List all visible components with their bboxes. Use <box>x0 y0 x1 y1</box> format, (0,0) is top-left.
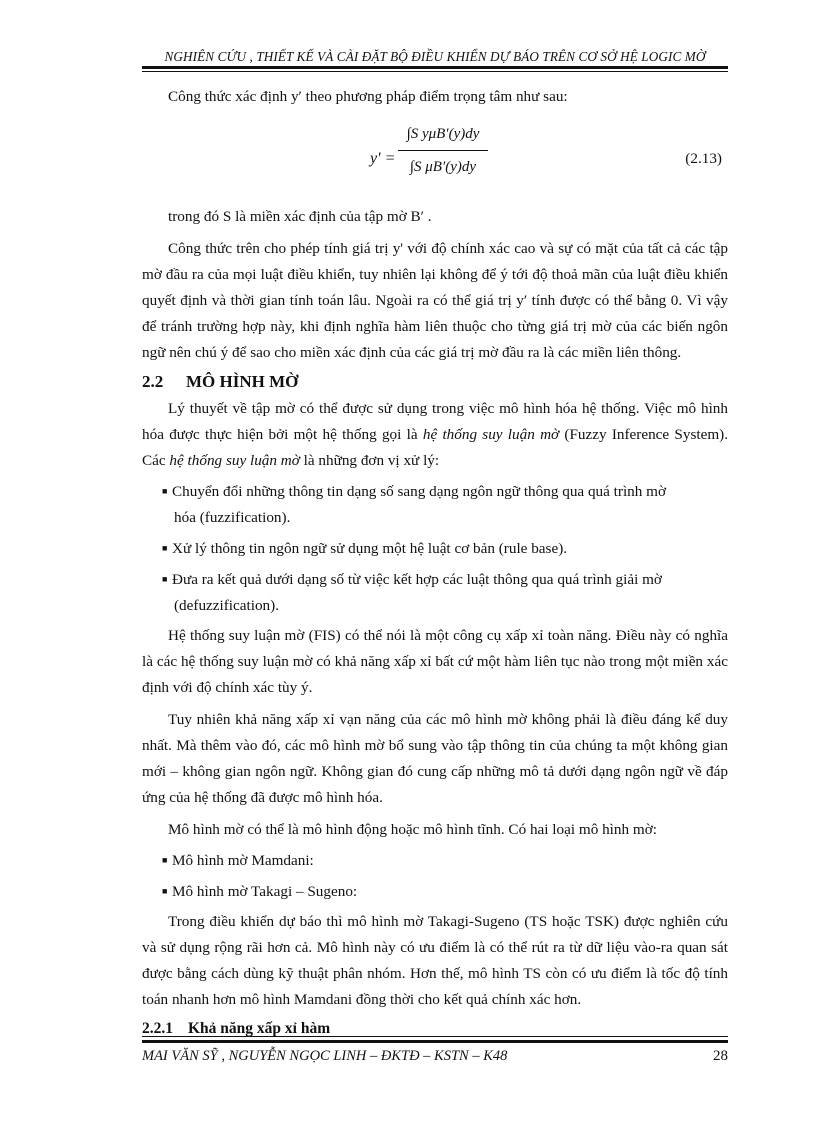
page-header: NGHIÊN CỨU , THIẾT KẾ VÀ CÀI ĐẶT BỘ ĐIỀU KHIỂN DỰ BÁO TRÊN CƠ SỞ HỆ LOGIC MỜ <box>164 49 706 64</box>
paragraph-4: Tuy nhiên khả năng xấp xỉ vạn năng của các mô hình mờ không phải là điều đáng kể duy nhất. Mà thêm vào đó, các mô hình mờ bổ sung vào tập thông tin của chúng ta một không gian mới – không gian ngôn ngữ. Không gian đó cung cấp những mô tả dưới dạng ngôn ngữ về đáp ứng của hệ thống đã được mô hình hóa. <box>142 711 728 806</box>
bullet-item: ■ Đưa ra kết quả dưới dạng số từ việc kết hợp các luật thông qua quá trình giải mờ (defuzzification). <box>162 566 728 619</box>
section-title: MÔ HÌNH MỜ <box>186 372 299 391</box>
bullet-item: ■ Mô hình mờ Takagi – Sugeno: <box>162 878 728 905</box>
paragraph-3: Hệ thống suy luận mờ (FIS) có thể nói là một công cụ xấp xỉ toàn năng. Điều này có nghĩa là các hệ thống suy luận mờ có khả năng xấp xỉ bất cứ một hàm liên tục nào trong một miền xác định với độ chính xác tùy ý. <box>142 627 728 696</box>
where-paragraph: trong đó S là miền xác định của tập mờ B′ . <box>168 208 432 225</box>
formula-number: (2.13) <box>685 150 722 167</box>
bullet-item: ■ Chuyển đổi những thông tin dạng số sang dạng ngôn ngữ thông qua quá trình mờ hóa (fuzzification). <box>162 478 728 531</box>
formula-fraction <box>398 120 488 181</box>
bullet-square-icon: ■ <box>162 886 168 896</box>
subsection-heading <box>142 1015 728 1043</box>
bullet-item: ■ Xử lý thông tin ngôn ngữ sử dụng một hệ luật cơ bản (rule base). <box>162 535 728 562</box>
page-number: 28 <box>713 1048 728 1064</box>
section-heading <box>142 368 728 396</box>
bullet-item: ■ Mô hình mờ Mamdani: <box>162 847 728 874</box>
header-rule-thin <box>142 71 728 72</box>
section-number: 2.2 <box>142 372 164 391</box>
bullet-square-icon: ■ <box>162 543 168 553</box>
fis-term: hệ thống suy luận mờ <box>422 426 560 443</box>
intro-paragraph: Công thức xác định y′ theo phương pháp điểm trọng tâm như sau: <box>168 88 568 105</box>
paragraph-2: Lý thuyết về tập mờ có thể được sử dụng trong việc mô hình hóa hệ thống. Việc mô hình hóa được thực hiện bởi một hệ thống gọi là hệ thống suy luận mờ (Fuzzy Inference System). Các hệ thống suy luận mờ là những đơn vị xử lý: <box>142 400 729 469</box>
fis-term-2: hệ thống suy luận mờ <box>169 452 300 469</box>
subsection-title: Khả năng xấp xỉ hàm <box>188 1020 331 1037</box>
formula-denominator: ∫S μB′(y)dy <box>409 159 477 175</box>
formula-2-13 <box>142 112 728 204</box>
bullet-square-icon: ■ <box>162 574 168 584</box>
header-rule-thick <box>142 66 728 69</box>
formula-lhs: y′ = <box>370 150 396 167</box>
paragraph-6: Trong điều khiển dự báo thì mô hình mờ Takagi-Sugeno (TS hoặc TSK) được nghiên cứu và sử dụng rộng rãi hơn cả. Mô hình này có ưu điểm là có thể rút ra từ dữ liệu vào-ra quan sát được bằng cách dùng kỹ thuật phân nhóm. Hơn thế, mô hình TS còn có ưu điểm là tốc độ tính toán nhanh hơn mô hình Mamdani đồng thời cho kết quả chính xác hơn. <box>142 913 728 1008</box>
footer-authors: MAI VĂN SỸ , NGUYỄN NGỌC LINH – ĐKTĐ – KSTN – K48 <box>142 1048 508 1064</box>
footer-rule-thin <box>142 1036 728 1037</box>
page-content <box>142 84 728 1043</box>
formula-numerator: ∫S yμB′(y)dy <box>406 126 480 142</box>
paragraph-5: Mô hình mờ có thể là mô hình động hoặc mô hình tĩnh. Có hai loại mô hình mờ: <box>168 821 657 838</box>
subsection-number: 2.2.1 <box>142 1020 173 1037</box>
fraction-bar <box>398 150 488 151</box>
bullet-square-icon: ■ <box>162 486 168 496</box>
footer-rule-thick <box>142 1040 728 1043</box>
paragraph-1: Công thức trên cho phép tính giá trị y' với độ chính xác cao và sự có mặt của tất cả các tập mờ đầu ra của mọi luật điều khiển, tuy nhiên lại không để ý tới độ thoả mãn của luật điều khiển quyết định và thời gian tính toán lâu. Ngoài ra có thể giá trị y′ tính được có thể bằng 0. Vì vậy để tránh trường hợp này, khi định nghĩa hàm liên thuộc cho từng giá trị mờ của các biến ngôn ngữ nên chú ý để sao cho miền xác định của các giá trị mờ đầu ra là các miền liên thông. <box>142 240 728 361</box>
bullet-square-icon: ■ <box>162 855 168 865</box>
